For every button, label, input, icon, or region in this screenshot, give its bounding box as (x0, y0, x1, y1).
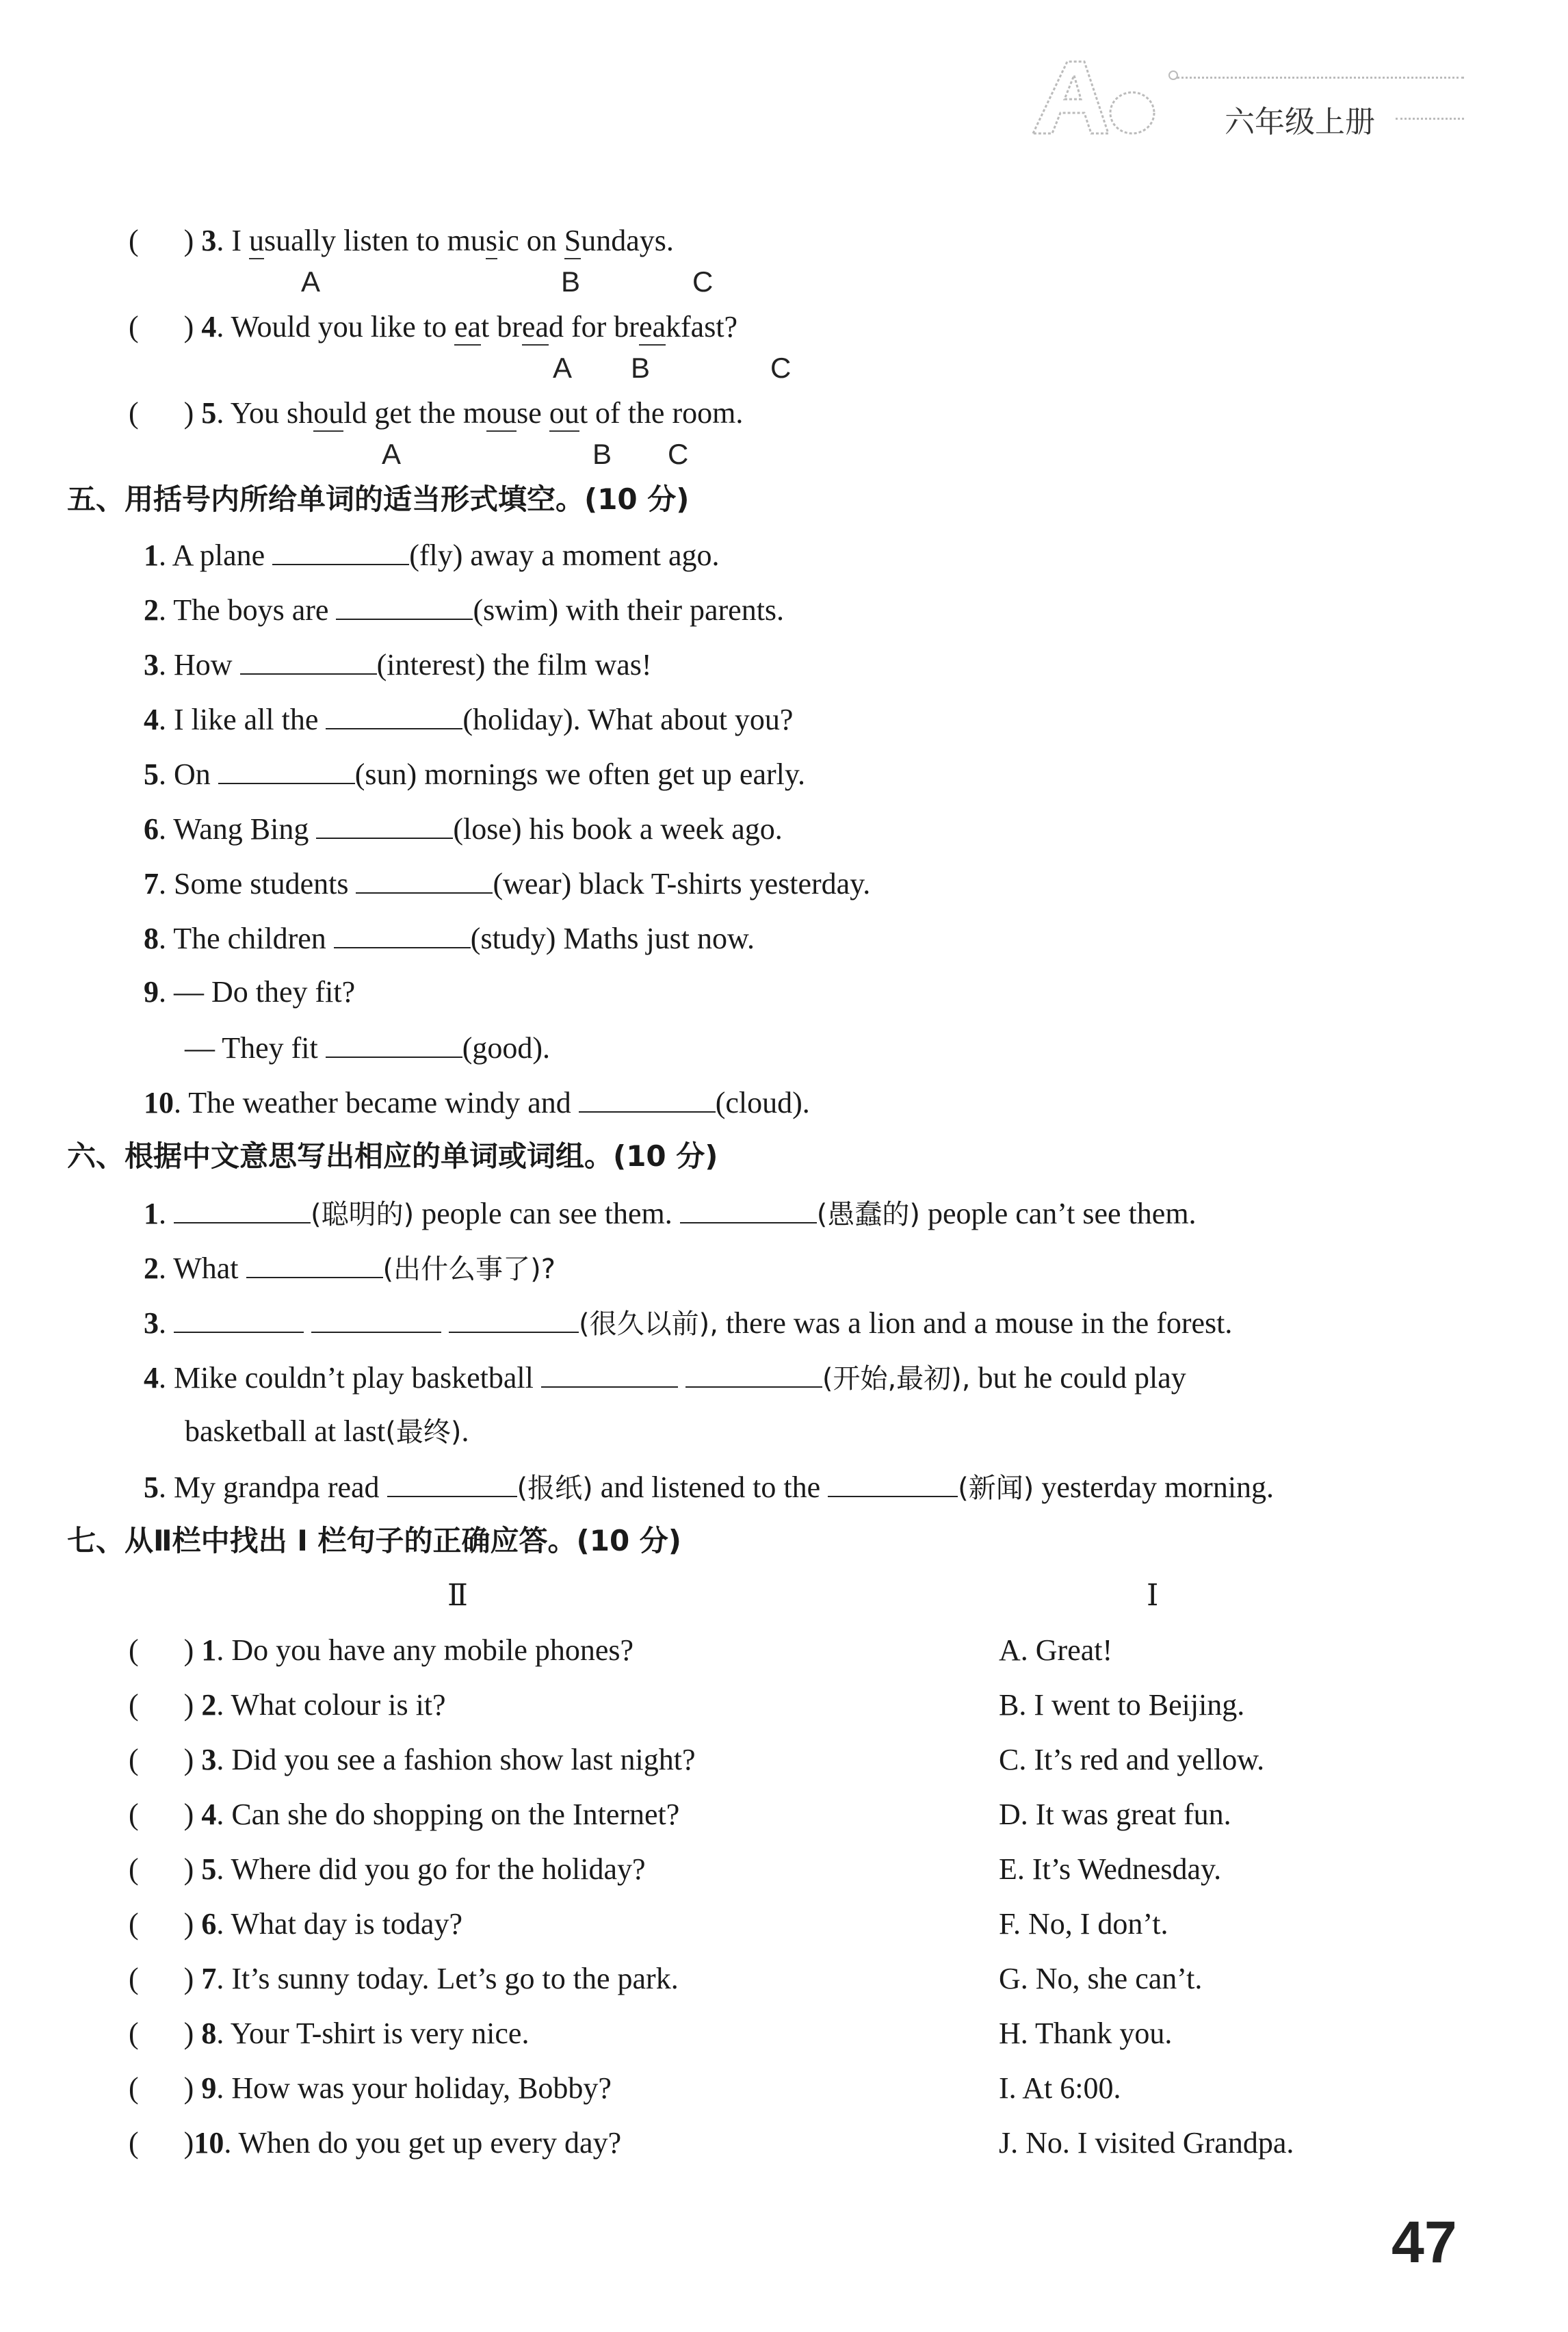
answer-paren[interactable]: ( ) (129, 1633, 194, 1667)
s5-item-10: 10. The weather became windy and (cloud). (144, 1081, 810, 1124)
s4-item-4: ( ) 4. Would you like to eat bread for breakfast? (129, 307, 737, 348)
column-header-right: Ⅰ (1147, 1579, 1159, 1612)
question-row: ( ) 4. Can she do shopping on the Internet? (129, 1798, 680, 1831)
fill-blank[interactable] (356, 862, 493, 894)
fill-blank[interactable] (387, 1466, 517, 1497)
s6-item-1: 1. (聪明的) people can see them. (愚蠢的) people can’t see them. (144, 1192, 1197, 1235)
s5-item-2: 2. The boys are (swim) with their parents. (144, 588, 784, 631)
fill-blank[interactable] (449, 1301, 579, 1333)
answer-option: I. At 6:00. (999, 2071, 1121, 2105)
s5-item-8: 8. The children (study) Maths just now. (144, 917, 755, 959)
question-row: ( ) 7. It’s sunny today. Let’s go to the park. (129, 1962, 679, 1995)
letter-b: B (592, 438, 612, 470)
fill-blank[interactable] (326, 1026, 462, 1058)
s6-item-2: 2. What (出什么事了)? (144, 1247, 556, 1290)
answer-option: G. No, she can’t. (999, 1962, 1203, 1995)
answer-option: C. It’s red and yellow. (999, 1743, 1265, 1776)
answer-paren[interactable]: ( ) (129, 396, 194, 430)
page-number: 47 (1391, 2210, 1457, 2275)
s5-item-1: 1. A plane (fly) away a moment ago. (144, 534, 720, 576)
fill-blank[interactable] (240, 643, 377, 675)
answer-option: D. It was great fun. (999, 1798, 1231, 1831)
fill-blank[interactable] (334, 917, 471, 948)
letter-a: A (553, 352, 573, 384)
answer-paren[interactable]: ( ) (129, 1688, 194, 1722)
fill-blank[interactable] (272, 534, 409, 565)
answer-paren[interactable]: ( ) (129, 224, 194, 257)
s5-item-6: 6. Wang Bing (lose) his book a week ago. (144, 807, 783, 850)
question-row: ( ) 3. Did you see a fashion show last night? (129, 1743, 696, 1776)
fill-blank[interactable] (579, 1081, 716, 1113)
letter-a: A (382, 438, 402, 470)
question-row: ( ) 8. Your T-shirt is very nice. (129, 2017, 530, 2050)
answer-paren[interactable]: ( ) (129, 1743, 194, 1776)
fill-blank[interactable] (680, 1192, 817, 1223)
letter-c: C (692, 265, 714, 298)
s4-item-5: ( ) 5. You should get the mouse out of the room. (129, 393, 743, 434)
question-row: ( ) 6. What day is today? (129, 1907, 462, 1941)
answer-paren[interactable]: ( ) (129, 2126, 194, 2160)
s5-item-5: 5. On (sun) mornings we often get up early. (144, 753, 805, 795)
header-rule-bottom (1396, 118, 1464, 120)
letter-c: C (668, 438, 689, 470)
s6-item-3: 3. (很久以前), there was a lion and a mouse in the forest. (144, 1301, 1232, 1345)
answer-paren[interactable]: ( ) (129, 310, 194, 344)
s6-item-4: 4. Mike couldn’t play basketball (开始,最初), but he could play (144, 1356, 1186, 1399)
answer-option: E. It’s Wednesday. (999, 1852, 1222, 1886)
section5-title: 五、用括号内所给单词的适当形式填空。(10 分) (67, 482, 690, 516)
s5-item-7: 7. Some students (wear) black T-shirts yesterday. (144, 862, 870, 905)
question-row: ( ) 9. How was your holiday, Bobby? (129, 2071, 612, 2105)
answer-paren[interactable]: ( ) (129, 2017, 194, 2050)
header-logo (1019, 48, 1184, 144)
answer-option: F. No, I don’t. (999, 1907, 1168, 1941)
fill-blank[interactable] (541, 1356, 678, 1388)
fill-blank[interactable] (246, 1247, 383, 1278)
fill-blank[interactable] (174, 1192, 311, 1223)
header-grade: 六年级上册 (1225, 105, 1375, 140)
answer-option: J. No. I visited Grandpa. (999, 2126, 1294, 2160)
s5-item-9: 9. — Do they fit? (144, 975, 356, 1009)
fill-blank[interactable] (336, 588, 473, 620)
letter-c: C (770, 352, 792, 384)
s5-item-9-line2: — They fit (good). (185, 1026, 550, 1069)
question-row: ( ) 2. What colour is it? (129, 1688, 446, 1722)
letter-b: B (631, 352, 651, 384)
fill-blank[interactable] (311, 1301, 441, 1333)
answer-option: B. I went to Beijing. (999, 1688, 1245, 1722)
answer-paren[interactable]: ( ) (129, 2071, 194, 2105)
section6-title: 六、根据中文意思写出相应的单词或词组。(10 分) (67, 1139, 718, 1173)
s5-item-4: 4. I like all the (holiday). What about you? (144, 698, 793, 740)
fill-blank[interactable] (316, 807, 453, 839)
s4-item-3: ( ) 3. I usually listen to music on Sundays. (129, 220, 674, 261)
section7-title: 七、从Ⅱ栏中找出 Ⅰ 栏句子的正确应答。(10 分) (67, 1524, 681, 1557)
s6-item-5: 5. My grandpa read (报纸) and listened to the (新闻) yesterday morning. (144, 1466, 1274, 1509)
answer-option: A. Great! (999, 1633, 1113, 1667)
s5-item-3: 3. How (interest) the film was! (144, 643, 652, 686)
fill-blank[interactable] (828, 1466, 958, 1497)
question-row: ( ) 1. Do you have any mobile phones? (129, 1633, 634, 1667)
question-row: ( ) 5. Where did you go for the holiday? (129, 1852, 646, 1886)
column-header-left: Ⅱ (447, 1579, 468, 1612)
fill-blank[interactable] (174, 1301, 304, 1333)
answer-paren[interactable]: ( ) (129, 1852, 194, 1886)
logo-icon (1019, 48, 1184, 144)
s6-item-4-line2: basketball at last(最终). (185, 1414, 469, 1448)
answer-paren[interactable]: ( ) (129, 1962, 194, 1995)
answer-paren[interactable]: ( ) (129, 1798, 194, 1831)
fill-blank[interactable] (218, 753, 355, 784)
fill-blank[interactable] (685, 1356, 822, 1388)
answer-option: H. Thank you. (999, 2017, 1173, 2050)
answer-paren[interactable]: ( ) (129, 1907, 194, 1941)
letter-b: B (561, 265, 581, 298)
header-rule (1177, 77, 1464, 79)
question-row: ( )10. When do you get up every day? (129, 2126, 622, 2160)
fill-blank[interactable] (326, 698, 462, 729)
letter-a: A (301, 265, 321, 298)
